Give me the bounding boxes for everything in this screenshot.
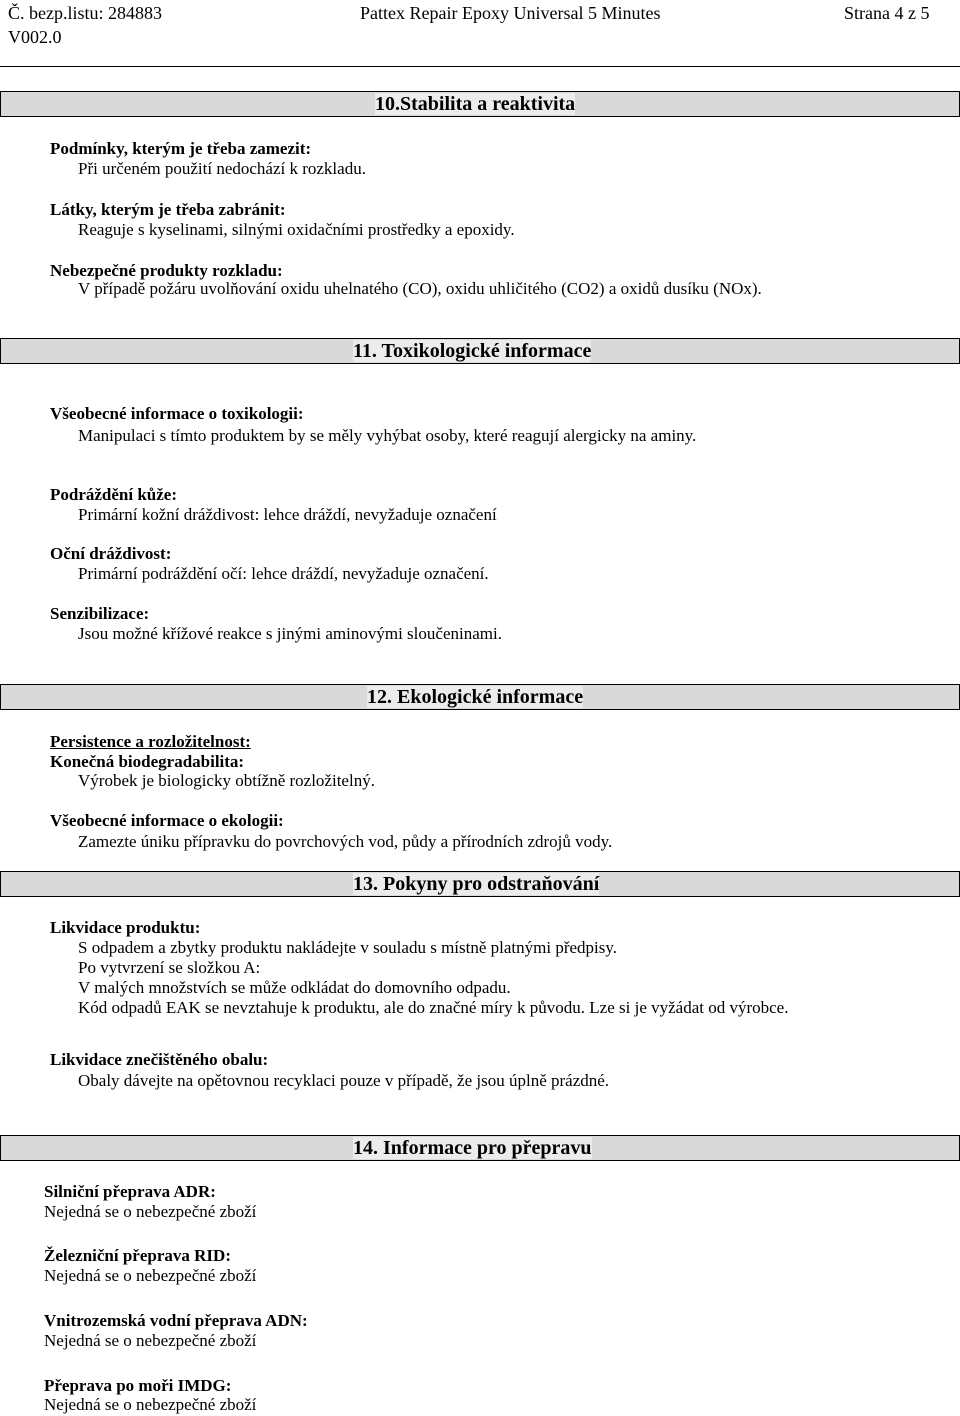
s10-text-3: V případě požáru uvolňování oxidu uhelnatého (CO), oxidu uhličitého (CO2) a oxidů dusíku (NOx). <box>78 279 762 298</box>
section-14-header <box>0 1135 960 1161</box>
s13-text-2: Obaly dávejte na opětovnou recyklaci pouze v případě, že jsou úplně prázdné. <box>78 1071 610 1090</box>
section-14-title: 14. Informace pro přepravu <box>353 1137 592 1159</box>
section-11-title: 11. Toxikologické informace <box>353 340 592 362</box>
s14-text-1: Nejedná se o nebezpečné zboží <box>44 1202 257 1221</box>
section-10-header <box>0 91 960 117</box>
doc-number: Č. bezp.listu: 284883 <box>8 3 162 23</box>
s13-text-1b: Po vytvrzení se složkou A: <box>78 958 261 977</box>
s13-text-1d: Kód odpadů EAK se nevztahuje k produktu, ale do značné míry k původu. Lze si je vyžádat od výrobce. <box>78 998 789 1017</box>
s12-label-1: Persistence a rozložitelnost: <box>50 732 251 751</box>
s11-text-2: Primární kožní dráždivost: lehce dráždí, nevyžaduje označení <box>78 505 497 524</box>
s10-label-3: Nebezpečné produkty rozkladu: <box>50 261 283 280</box>
s11-label-3: Oční dráždivost: <box>50 544 172 563</box>
s13-label-1: Likvidace produktu: <box>50 918 201 937</box>
s13-label-2: Likvidace znečištěného obalu: <box>50 1050 269 1069</box>
section-13-header <box>0 871 960 897</box>
s13-text-1c: V malých množstvích se může odkládat do domovního odpadu. <box>78 978 511 997</box>
s13-text-1a: S odpadem a zbytky produktu nakládejte v souladu s místně platnými předpisy. <box>78 938 618 957</box>
s10-label-1: Podmínky, kterým je třeba zamezit: <box>50 139 312 158</box>
s10-text-1: Při určeném použití nedochází k rozkladu. <box>78 159 366 178</box>
s12-label-2: Konečná biodegradabilita: <box>50 752 245 771</box>
s10-text-2: Reaguje s kyselinami, silnými oxidačními prostředky a epoxidy. <box>78 220 515 239</box>
section-12-title: 12. Ekologické informace <box>367 686 584 708</box>
s14-text-2: Nejedná se o nebezpečné zboží <box>44 1266 257 1285</box>
header-rule <box>0 66 960 67</box>
section-11-header <box>0 338 960 364</box>
s14-label-4: Přeprava po moři IMDG: <box>44 1376 232 1395</box>
s11-text-3: Primární podráždění očí: lehce dráždí, nevyžaduje označení. <box>78 564 489 583</box>
s12-text-2: Výrobek je biologicky obtížně rozložitelný. <box>78 771 375 790</box>
s14-label-2: Železniční přeprava RID: <box>44 1246 231 1265</box>
s14-text-4: Nejedná se o nebezpečné zboží <box>44 1395 257 1414</box>
s12-label-3: Všeobecné informace o ekologii: <box>50 811 284 830</box>
product-name: Pattex Repair Epoxy Universal 5 Minutes <box>360 3 661 23</box>
s11-text-4: Jsou možné křížové reakce s jinými aminovými sloučeninami. <box>78 624 502 643</box>
s11-label-1: Všeobecné informace o toxikologii: <box>50 404 304 423</box>
section-13-title: 13. Pokyny pro odstraňování <box>353 873 600 895</box>
s14-text-3: Nejedná se o nebezpečné zboží <box>44 1331 257 1350</box>
s14-label-3: Vnitrozemská vodní přeprava ADN: <box>44 1311 308 1330</box>
page-number: Strana 4 z 5 <box>844 3 930 23</box>
version: V002.0 <box>8 27 62 47</box>
s11-label-2: Podráždění kůže: <box>50 485 178 504</box>
s11-label-4: Senzibilizace: <box>50 604 150 623</box>
s11-text-1: Manipulaci s tímto produktem by se měly vyhýbat osoby, které reagují alergicky na aminy. <box>78 426 697 445</box>
s12-text-3: Zamezte úniku přípravku do povrchových vod, půdy a přírodních zdrojů vody. <box>78 832 613 851</box>
s10-label-2: Látky, kterým je třeba zabránit: <box>50 200 286 219</box>
s14-label-1: Silniční přeprava ADR: <box>44 1182 216 1201</box>
section-12-header <box>0 684 960 710</box>
section-10-title: 10.Stabilita a reaktivita <box>375 93 576 115</box>
